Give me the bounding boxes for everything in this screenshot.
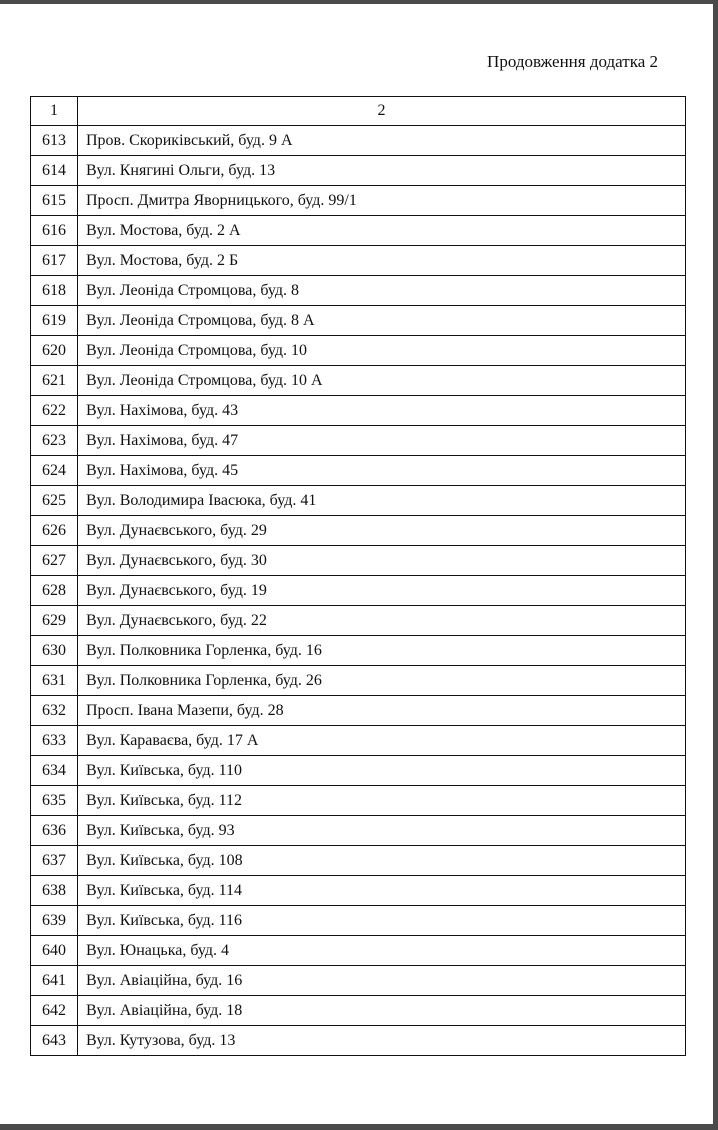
table-row: [31, 366, 686, 396]
row-number-cell: 622: [31, 396, 78, 426]
table-row: [31, 276, 686, 306]
header-number-column: 1: [31, 97, 78, 126]
row-address-cell: Вул. Кутузова, буд. 13: [78, 1026, 686, 1056]
table-header-row: [31, 97, 686, 126]
row-address-cell: Вул. Київська, буд. 110: [78, 756, 686, 786]
table-row: [31, 786, 686, 816]
table-row: [31, 936, 686, 966]
row-number-cell: 632: [31, 696, 78, 726]
row-number-cell: 640: [31, 936, 78, 966]
row-number-cell: 629: [31, 606, 78, 636]
row-number-cell: 621: [31, 366, 78, 396]
table-row: [31, 726, 686, 756]
row-address-cell: Просп. Івана Мазепи, буд. 28: [78, 696, 686, 726]
continuation-heading: Продовження додатка 2: [487, 52, 658, 71]
row-number-cell: 626: [31, 516, 78, 546]
row-address-cell: Вул. Дунаєвського, буд. 30: [78, 546, 686, 576]
table-row: [31, 156, 686, 186]
addresses-table: [30, 96, 686, 1056]
table-row: [31, 216, 686, 246]
row-number-cell: 636: [31, 816, 78, 846]
row-address-cell: Просп. Дмитра Яворницького, буд. 99/1: [78, 186, 686, 216]
row-address-cell: Вул. Київська, буд. 112: [78, 786, 686, 816]
table-row: [31, 876, 686, 906]
table-row: [31, 306, 686, 336]
row-address-cell: Вул. Авіаційна, буд. 18: [78, 996, 686, 1026]
row-number-cell: 623: [31, 426, 78, 456]
row-address-cell: Вул. Дунаєвського, буд. 29: [78, 516, 686, 546]
table-row: [31, 456, 686, 486]
row-number-cell: 630: [31, 636, 78, 666]
table-row: [31, 996, 686, 1026]
row-address-cell: Вул. Леоніда Стромцова, буд. 10: [78, 336, 686, 366]
row-address-cell: Вул. Княгині Ольги, буд. 13: [78, 156, 686, 186]
row-address-cell: Вул. Авіаційна, буд. 16: [78, 966, 686, 996]
row-address-cell: Пров. Скориківський, буд. 9 А: [78, 126, 686, 156]
table-row: [31, 576, 686, 606]
table-row: [31, 666, 686, 696]
table-row: [31, 426, 686, 456]
row-number-cell: 631: [31, 666, 78, 696]
row-number-cell: 634: [31, 756, 78, 786]
row-address-cell: Вул. Полковника Горленка, буд. 26: [78, 666, 686, 696]
table-row: [31, 606, 686, 636]
row-number-cell: 633: [31, 726, 78, 756]
row-number-cell: 635: [31, 786, 78, 816]
row-address-cell: Вул. Київська, буд. 93: [78, 816, 686, 846]
row-number-cell: 613: [31, 126, 78, 156]
table-row: [31, 486, 686, 516]
table-row: [31, 546, 686, 576]
table-row: [31, 396, 686, 426]
row-number-cell: 617: [31, 246, 78, 276]
row-number-cell: 642: [31, 996, 78, 1026]
row-address-cell: Вул. Володимира Івасюка, буд. 41: [78, 486, 686, 516]
row-number-cell: 639: [31, 906, 78, 936]
row-number-cell: 638: [31, 876, 78, 906]
table-row: [31, 696, 686, 726]
row-address-cell: Вул. Київська, буд. 116: [78, 906, 686, 936]
row-address-cell: Вул. Юнацька, буд. 4: [78, 936, 686, 966]
table-row: [31, 516, 686, 546]
row-address-cell: Вул. Полковника Горленка, буд. 16: [78, 636, 686, 666]
page-frame-bottom: [0, 1124, 718, 1130]
page-frame-right: [713, 0, 718, 1130]
row-number-cell: 624: [31, 456, 78, 486]
addresses-table-body: [31, 97, 686, 1056]
table-row: [31, 336, 686, 366]
row-number-cell: 614: [31, 156, 78, 186]
row-number-cell: 637: [31, 846, 78, 876]
row-address-cell: Вул. Мостова, буд. 2 А: [78, 216, 686, 246]
table-row: [31, 846, 686, 876]
table-row: [31, 1026, 686, 1056]
row-number-cell: 616: [31, 216, 78, 246]
table-row: [31, 906, 686, 936]
table-row: [31, 966, 686, 996]
row-number-cell: 625: [31, 486, 78, 516]
row-address-cell: Вул. Дунаєвського, буд. 19: [78, 576, 686, 606]
row-number-cell: 641: [31, 966, 78, 996]
row-address-cell: Вул. Київська, буд. 114: [78, 876, 686, 906]
row-number-cell: 618: [31, 276, 78, 306]
row-address-cell: Вул. Леоніда Стромцова, буд. 10 А: [78, 366, 686, 396]
row-number-cell: 619: [31, 306, 78, 336]
table-row: [31, 186, 686, 216]
row-address-cell: Вул. Нахімова, буд. 47: [78, 426, 686, 456]
row-address-cell: Вул. Дунаєвського, буд. 22: [78, 606, 686, 636]
row-address-cell: Вул. Караваєва, буд. 17 А: [78, 726, 686, 756]
row-number-cell: 627: [31, 546, 78, 576]
header-address-column: 2: [78, 97, 686, 126]
table-row: [31, 126, 686, 156]
row-number-cell: 620: [31, 336, 78, 366]
row-number-cell: 643: [31, 1026, 78, 1056]
row-address-cell: Вул. Київська, буд. 108: [78, 846, 686, 876]
page-frame-top: [0, 0, 718, 4]
table-row: [31, 636, 686, 666]
row-number-cell: 628: [31, 576, 78, 606]
row-address-cell: Вул. Леоніда Стромцова, буд. 8 А: [78, 306, 686, 336]
table-row: [31, 246, 686, 276]
row-number-cell: 615: [31, 186, 78, 216]
row-address-cell: Вул. Мостова, буд. 2 Б: [78, 246, 686, 276]
table-row: [31, 756, 686, 786]
row-address-cell: Вул. Нахімова, буд. 45: [78, 456, 686, 486]
row-address-cell: Вул. Нахімова, буд. 43: [78, 396, 686, 426]
row-address-cell: Вул. Леоніда Стромцова, буд. 8: [78, 276, 686, 306]
table-row: [31, 816, 686, 846]
